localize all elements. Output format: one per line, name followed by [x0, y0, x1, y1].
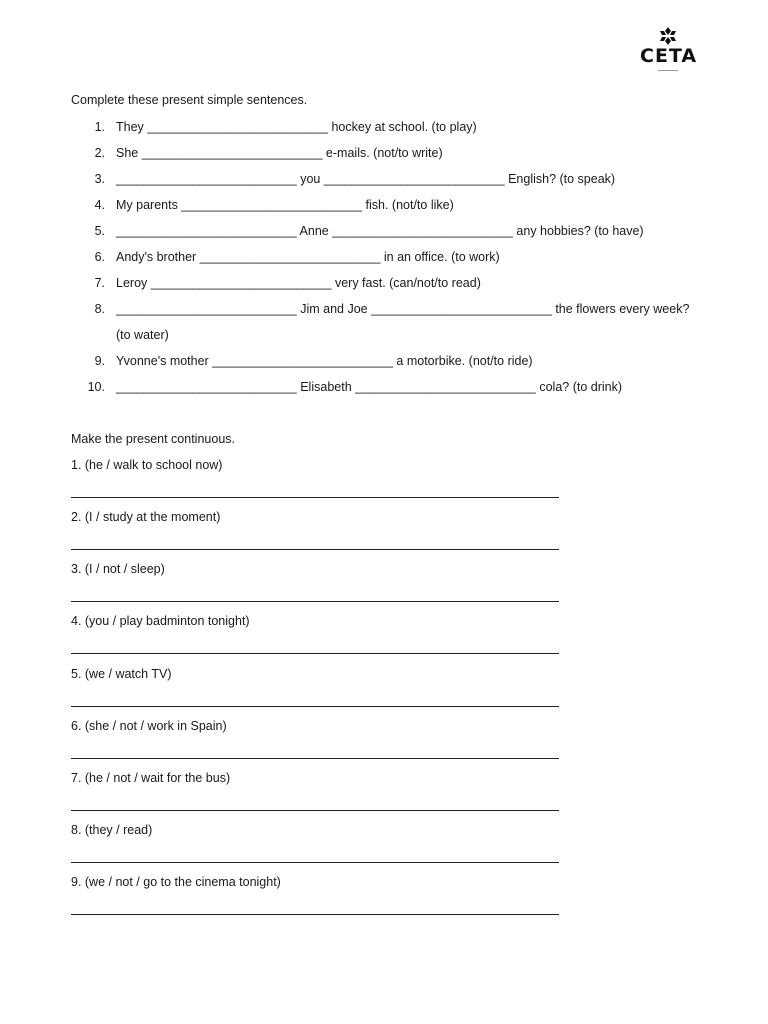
item-text: Yvonne's mother __________________________ a motorbike. (not/to ride)	[116, 354, 533, 368]
item-number: 2.	[94, 146, 105, 160]
answer-line[interactable]	[71, 758, 559, 759]
sentence-item	[71, 172, 701, 188]
sentence-item	[71, 198, 701, 214]
item-text: __________________________ Anne __________________________ any hobbies? (to have)	[116, 224, 644, 238]
sentence-item	[71, 250, 701, 266]
item-number: 3.	[94, 172, 105, 186]
logo-underline	[658, 70, 678, 71]
logo-emblem-icon	[657, 26, 679, 46]
sentence-item	[71, 224, 701, 240]
sentence-item	[71, 380, 701, 396]
logo-text: CETA	[640, 45, 698, 67]
ceta-logo	[640, 26, 696, 76]
item-text: Andy's brother __________________________ in an office. (to work)	[116, 250, 500, 264]
item-text: They __________________________ hockey at school. (to play)	[116, 120, 477, 134]
section2-heading: Make the present continuous.	[71, 432, 235, 446]
task-prompt: 5. (we / watch TV)	[71, 667, 172, 681]
item-number: 6.	[94, 250, 105, 264]
answer-line[interactable]	[71, 653, 559, 654]
task-prompt: 2. (I / study at the moment)	[71, 510, 221, 524]
item-number: 1.	[94, 120, 105, 134]
task-prompt: 4. (you / play badminton tonight)	[71, 614, 250, 628]
item-text: My parents __________________________ fish. (not/to like)	[116, 198, 454, 212]
task-prompt: 8. (they / read)	[71, 823, 153, 837]
sentence-item	[71, 302, 701, 318]
sentence-item	[71, 276, 701, 292]
answer-line[interactable]	[71, 601, 559, 602]
sentence-item	[71, 146, 701, 162]
item-text: __________________________ you __________________________ English? (to speak)	[116, 172, 616, 186]
item-text: __________________________ Elisabeth __________________________ cola? (to drink)	[116, 380, 623, 394]
item-text: She __________________________ e-mails. (not/to write)	[116, 146, 443, 160]
item-text: (to water)	[116, 328, 169, 342]
section1-heading: Complete these present simple sentences.	[71, 93, 308, 107]
item-text: __________________________ Jim and Joe __________________________ the flowers every week?	[116, 302, 690, 316]
sentence-item	[71, 120, 701, 136]
answer-line[interactable]	[71, 706, 559, 707]
sentence-item-continuation	[71, 328, 701, 344]
sentence-item	[71, 354, 701, 370]
task-prompt: 7. (he / not / wait for the bus)	[71, 771, 231, 785]
task-prompt: 1. (he / walk to school now)	[71, 458, 223, 472]
item-number: 5.	[94, 224, 105, 238]
item-number: 7.	[94, 276, 105, 290]
answer-line[interactable]	[71, 914, 559, 915]
item-text: Leroy __________________________ very fast. (can/not/to read)	[116, 276, 481, 290]
task-prompt: 3. (I / not / sleep)	[71, 562, 165, 576]
task-prompt: 6. (she / not / work in Spain)	[71, 719, 227, 733]
answer-line[interactable]	[71, 497, 559, 498]
item-number: 4.	[94, 198, 105, 212]
answer-line[interactable]	[71, 549, 559, 550]
item-number: 9.	[94, 354, 105, 368]
answer-line[interactable]	[71, 862, 559, 863]
task-prompt: 9. (we / not / go to the cinema tonight)	[71, 875, 281, 889]
answer-line[interactable]	[71, 810, 559, 811]
item-number: 8.	[94, 302, 105, 316]
item-number: 10.	[87, 380, 105, 394]
